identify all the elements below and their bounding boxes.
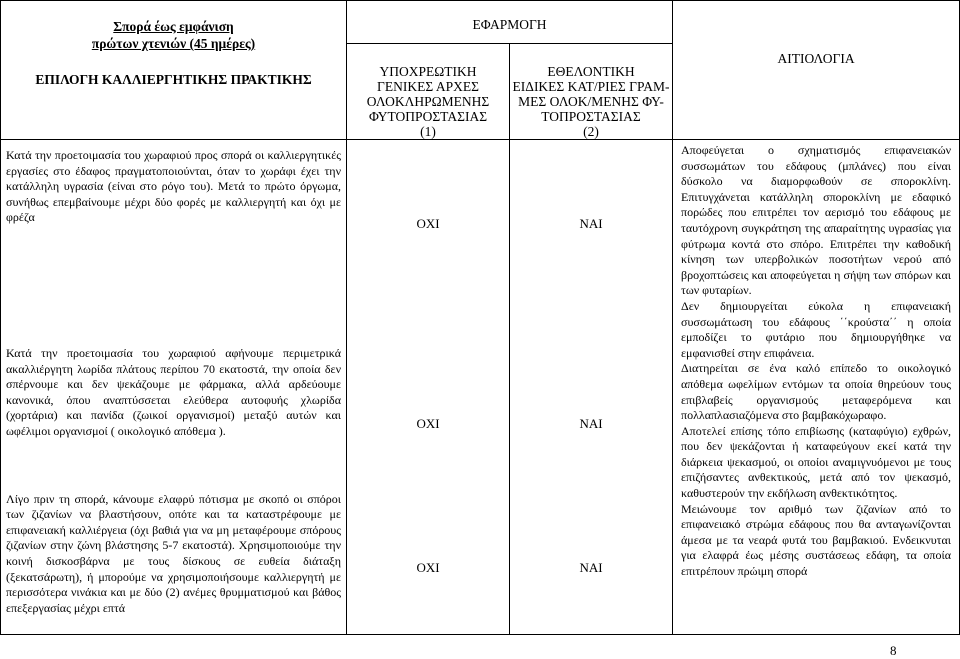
- voluntary-answer: ΝΑΙ: [579, 560, 603, 575]
- voluntary-answer: ΝΑΙ: [579, 216, 603, 231]
- justification-cell: [673, 140, 960, 635]
- mandatory-answer: ΟΧΙ: [416, 560, 440, 575]
- practices-cell: [1, 140, 347, 635]
- justification-paragraph: Διατηρείται σε ένα καλό επίπεδο το οικολογικό απόθεμα ωφελίμων εντόμων τα οποία θηρεύουν τους επιβλαβείς οργανισμούς μεταφερόμενα και πολλαπλασιαζόμενα στο βαμβακόχωραφο.: [681, 361, 952, 423]
- mandatory-header-cell: [347, 44, 510, 140]
- mandatory-head-line: ΥΠΟΧΡΕΩΤΙΚΗ: [379, 64, 477, 79]
- voluntary-head-line: ΕΘΕΛΟΝΤΙΚΗ: [547, 64, 635, 79]
- voluntary-header-cell: [510, 44, 673, 140]
- voluntary-head-line: ΜΕΣ ΟΛΟΚ/ΜΕΝΗΣ ΦΥ-: [518, 94, 664, 109]
- justification-header-cell: [673, 1, 960, 140]
- page-number: 8: [890, 643, 897, 658]
- mandatory-answers-cell: [347, 140, 510, 635]
- voluntary-head-line: (2): [583, 124, 599, 139]
- justification-paragraph: Δεν δημιουργείται εύκολα η επιφανειακή συσσωμάτωση του εδάφους ΄΄κρούστα΄΄ η οποία εμποδίζει το φυτάριο που δημιουργήθηκε να εμφανισθεί στην επιφάνεια.: [681, 298, 952, 360]
- voluntary-answer: ΝΑΙ: [579, 416, 603, 431]
- mandatory-head-line: ΦΥΤΟΠΡΟΣΤΑΣΙΑΣ: [368, 109, 488, 124]
- voluntary-head-line: ΤΟΠΡΟΣΤΑΣΙΑΣ: [541, 109, 641, 124]
- justification-paragraph: Μειώνουμε τον αριθμό των ζιζανίων από το επιφανειακό στρώμα εδάφους που θα ανταγωνίζονται άμεσα με τα νεαρά φυτά του βαμβακιού. Ενδεικνυται για ελαφρά έως μέσης συστάσεως εδάφη, τα οποία επιτρέπουν πρώιμη σπορά: [681, 501, 952, 579]
- stage-title-line1: Σπορά έως εμφάνιση: [113, 19, 234, 34]
- justification-paragraph: Αποφεύγεται ο σχηματισμός επιφανειακών συσσωμάτων του εδάφους (μπλάνες) που είναι δύσκολο να διαμορφωθούν σε σποροκλίνη. Επιτυγχάνεται κατάλληλη σποροκλίνη με εδαφικό πορώδες που επιτρέπει τον αερισμό του εδάφους με ταυτόχρονη συγκράτηση της απαραίτητης υγρασίας για φύτρωμα κοντά στο σπόρο. Επιτρέπει την καθοδική κίνηση των υπερβολικών ποσοτήτων νερού από βροχοπτώσεις και αποφεύγεται η σήψη των σπόρων και των φυταρίων.: [681, 143, 952, 298]
- voluntary-answers-cell: [510, 140, 673, 635]
- practice-text: Λίγο πριν τη σπορά, κάνουμε ελαφρύ πότισμα με σκοπό οι σπόροι των ζιζανίων να βλαστήσουν, οπότε και τα καταστρέφουμε με επιφανειακή καλλιέργεια (όχι βαθιά για να μη μεταφέρουμε σπόρους ζιζανίων στην ζώνη βλάστησης 5-7 εκατοστά). Χρησιμοποιούμε την κοινή δισκοσβάρνα με τους δίσκους σε ευθεία διάταξη (ξεκατσάρωτη), ή μπορούμε να χρησιμοποιήσουμε καλλιεργητή με περισσότερα νινάκια και με δύο (2) ανέμες θρυμματισμού και βάθος επεξεργασίας μέχρι επτά: [6, 491, 341, 615]
- practice-text: Κατά την προετοιμασία του χωραφιού προς σπορά οι καλλιεργητικές εργασίες στο έδαφος πραγματοποιούνται, όταν το χωράφι έχει την κατάλληλη υγρασία (είναι στο ρόγο του). Μετά το πρώτο όργωμα, συνήθως επεμβαίνουμε μέχρι δύο φορές με καλλιεργητή και όχι με φρέζα: [6, 148, 341, 225]
- stage-header-cell: [1, 1, 347, 140]
- justification-title: ΑΙΤΙΟΛΟΓΙΑ: [777, 51, 855, 66]
- mandatory-head-line: (1): [420, 124, 436, 139]
- mandatory-answer: ΟΧΙ: [416, 416, 440, 431]
- mandatory-head-line: ΓΕΝΙΚΕΣ ΑΡΧΕΣ: [377, 79, 479, 94]
- mandatory-head-line: ΟΛΟΚΛΗΡΩΜΕΝΗΣ: [366, 94, 490, 109]
- stage-title-line2: πρώτων χτενιών (45 ημέρες): [91, 36, 256, 51]
- application-title: ΕΦΑΡΜΟΓΗ: [472, 17, 547, 32]
- application-header-cell: [347, 1, 673, 44]
- justification-paragraph: Αποτελεί επίσης τόπο επιβίωσης (καταφύγιο) εχθρών, που δεν ψεκάζονται ή καταφεύγουν εκεί κατά την διάρκεια ψεκασμού, οι οποίοι αναμιγνυόμενοι με τους επιζήσαντες ανθεκτικούς, μετά από τον ψεκασμό, καθυστερούν την εκδήλωση ανθεκτικότητος.: [681, 423, 952, 501]
- mandatory-answer: ΟΧΙ: [416, 216, 440, 231]
- practice-column-title: ΕΠΙΛΟΓΗ ΚΑΛΛΙΕΡΓΗΤΙΚΗΣ ΠΡΑΚΤΙΚΗΣ: [35, 72, 312, 87]
- practice-text: Κατά την προετοιμασία του χωραφιού αφήνουμε περιμετρικά ακαλλιέργητη λωρίδα πλάτους περίπου 70 εκατοστά, την οποία δεν σπέρνουμε και δεν ψεκάζουμε με φάρμακα, αλλά αρδεύουμε κανονικά, όπου αναπτύσσεται ελεύθερα αυτοφυής χλωρίδα (χορτάρια) και πανίδα (ζωικοί οργανισμοί) μεταξύ αυτών και ωφέλιμοι οργανισμοί ( οικολογικό απόθεμα ).: [6, 345, 341, 438]
- voluntary-head-line: ΕΙΔΙΚΕΣ ΚΑΤ/ΡΙΕΣ ΓΡΑΜ-: [512, 79, 670, 94]
